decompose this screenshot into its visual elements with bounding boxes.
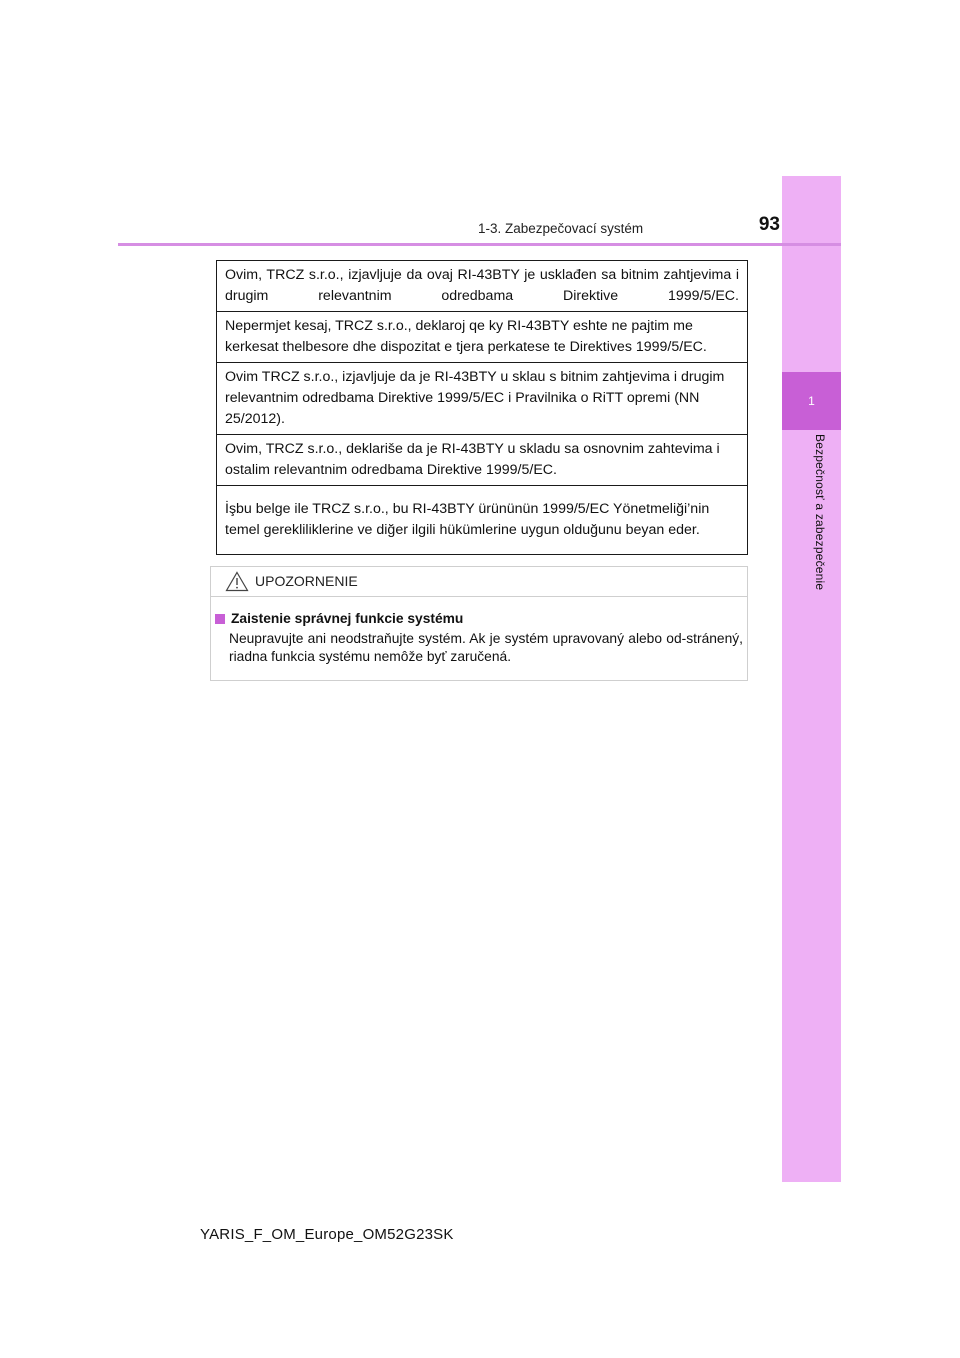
- warning-triangle-icon: [225, 571, 249, 592]
- table-row: [217, 261, 748, 312]
- warning-item-title-text: Zaistenie správnej funkcie systému: [231, 611, 464, 626]
- declaration-bosnian: Ovim, TRCZ s.r.o., izjavljuje da ovaj RI-43BTY je usklađen sa bitnim zahtjevima i drugim relevantnim odredbama Direktive 1999/5/EC.: [217, 261, 748, 312]
- bullet-square-icon: [215, 614, 225, 624]
- chapter-side-tab: [782, 176, 841, 1182]
- warning-text: Neupravujte ani neodstraňujte systém. Ak je systém upravovaný alebo od-stránený, riadna funkcia systému nemôže byť zaručená.: [229, 631, 743, 664]
- section-title: 1-3. Zabezpečovací systém: [478, 221, 644, 236]
- header-rule: [118, 243, 841, 246]
- warning-item-title: [215, 611, 463, 626]
- document-code: YARIS_F_OM_Europe_OM52G23SK: [200, 1226, 454, 1243]
- warning-title: UPOZORNENIE: [255, 573, 358, 589]
- declaration-croatian: Ovim TRCZ s.r.o., izjavljuje da je RI-43BTY u sklau s bitnim zahtjevima i drugim relevantnim odredbama Direktive 1999/5/EC i Pravilnika o RiTT opremi (NN 25/2012).: [217, 363, 748, 435]
- warning-box: [210, 566, 748, 681]
- page-number: 93: [758, 214, 780, 235]
- declarations-table: [216, 260, 748, 555]
- declaration-albanian: Nepermjet kesaj, TRCZ s.r.o., deklaroj qe ky RI-43BTY eshte ne pajtim me kerkesat thelbesore dhe dispozitat e tjera perkatese te Direktives 1999/5/EC.: [217, 312, 748, 363]
- warning-header: [211, 567, 747, 597]
- chapter-number: 1: [782, 372, 841, 430]
- chapter-label: Bezpečnosť a zabezpečenie: [813, 434, 827, 591]
- table-row: [217, 312, 748, 363]
- table-row: [217, 363, 748, 435]
- table-row: [217, 486, 748, 555]
- declaration-turkish: İşbu belge ile TRCZ s.r.o., bu RI-43BTY ürününün 1999/5/EC Yönetmeliği’nin temel gerekliliklerine ve diğer ilgili hükümlerine uygun olduğunu beyan eder.: [217, 486, 748, 555]
- declaration-serbian: Ovim, TRCZ s.r.o., deklariše da je RI-43BTY u skladu sa osnovnim zahtevima i ostalim relevantnim odredbama Direktive 1999/5/EC.: [217, 435, 748, 486]
- table-row: [217, 435, 748, 486]
